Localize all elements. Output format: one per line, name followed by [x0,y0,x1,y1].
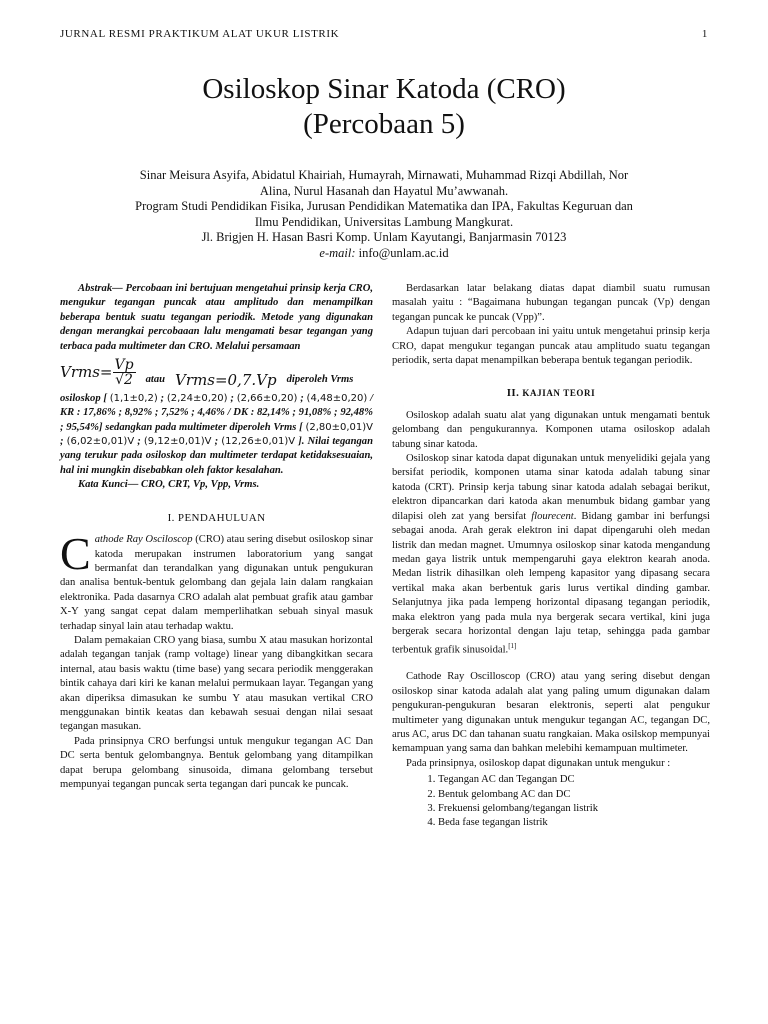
email-line [90,246,678,262]
formula-vrms-2: Vrms=0,7.Vp [175,371,277,390]
author-names-2: Alina, Nurul Hasanah dan Hayatul Mu’awwanah. [259,183,509,198]
list-item: 4. Beda fase tegangan listrik [438,816,710,830]
section-title: KAJIAN TEORI [522,388,596,399]
sep: ; [60,436,64,448]
theory-paragraph-1: Osiloskop adalah suatu alat yang digunakan untuk mengamati bentuk gelombang dan pengukurannya. Komponen utama osiloskop adalah tabung sinar katoda. [392,409,710,450]
intro-text: (CRO) atau sering disebut osiloskop sinar katoda merupakan instrumen laboratorium yang sangat bermanfat dan terandalkan yang digunakan untuk pengukuran dan analisa bentuk-bentuk gelombang dan gejala lain dalam rangkaian elektronika. Pada dasarnya CRO adalah alat pembuat grafik atau gambar X-Y yang sangat cepat dalam memperlihatkan sebuah sinyal masuk terhadap sinyal lain atau terhadap waktu. [60,534,373,632]
sep: ; [137,436,141,448]
sep: ; [230,392,234,404]
email-link[interactable]: info@unlam.ac.id [358,245,449,260]
sep: ; [160,392,165,404]
intro-paragraph-3: Pada prinsipnya CRO berfungsi untuk mengukur tegangan AC Dan DC serta bentuk gelombangnya. Bentuk gelombang yang ditampilkan dapat berupa gelombang sinusoida, dimana gelombang tersebut mempunyai tegangan puncak serta tegangan dari puncak ke puncak. [60,735,373,790]
osc-value-3: (2,66±0,20) [236,392,298,404]
abstract-text-2: / KR : 17,86% ; 8,92% ; 7,52% ; 4,46% / DK : 82,14% ; 91,08% ; 92,48% ; 95,54%] sedangkan pada multimeter diperoleh Vrms [ [60,392,374,433]
osc-value-4: (4,48±0,20) [306,392,368,404]
title-line-1: Osiloskop Sinar Katoda (CRO) [202,73,566,105]
formula-vrms-1 [60,358,136,388]
fraction-numerator: Vp [114,357,134,374]
address: Jl. Brigjen H. Hasan Basri Komp. Unlam Kayutangi, Banjarmasin 70123 [201,230,567,244]
affiliation-2: Ilmu Pendidikan, Universitas Lambung Mangkurat. [254,214,514,229]
intro-italic: athode Ray Osciloscop [94,534,193,546]
theory-italic: flourecent [531,510,574,522]
mm-value-3: (9,12±0,01)V [143,436,212,448]
list-item: 1. Tegangan AC dan Tegangan DC [438,773,710,787]
abstract [60,282,373,493]
mm-value-1: (2,80±0,01)V [305,421,373,433]
theory-paragraph-4: Pada prinsipnya, osiloskop dapat digunakan untuk mengukur : [406,757,671,769]
list-item: 3. Frekuensi gelombang/tegangan listrik [438,802,710,816]
osiloskop-label: osiloskop [ [60,392,107,404]
section-heading-kajian-teori [392,386,710,400]
intro-paragraph-1 [60,528,373,634]
formula-fraction [113,358,136,388]
atau-word: atau [145,374,166,386]
formula-lhs: Vrms= [60,362,113,381]
sep: ; [300,392,304,404]
paragraph-gap [392,658,710,670]
left-column [60,282,373,792]
fraction-denominator: √2 [115,372,133,389]
sep: ; [214,436,219,448]
theory-text-b: . Bidang gambar ini berfungsi sebagai anoda. Arah gerak elektron ini dapat dipengaruhi oleh medan listrik dan medan magnet. Umumnya osiloskop sinar katoda mengandung medan gaya listrik untuk mempengaruhi gaya elektron kearah anoda. Medan listrik dihasilkan oleh lempeng kapasitor yang dipasang secara vertikal maka akan berbentuk garis lurus vertikal dinding gambar. Selanjutnya jika pada lempeng horizontal dipasang tegangan periodik, maka elektron yang pada mula nya bergerak secara vertikal, kini juga bergerak secara horizontal dengan laju tetap, sehingga pada gambar terbentuk grafik sinusoidal. [392,510,710,656]
objectives: Adapun tujuan dari percobaan ini yaitu untuk mengetahui prinsip kerja CRO, dapat mengukur tegangan puncak atau amplitudo suatu tegangan periodik, serta dapat menampilkan beberapa bentuk tegangan periodik. [392,326,710,367]
abstract-text-3: Nilai tegangan yang terukur pada osiloskop dan multimeter terdapat ketidaksesuaian, hal ini mungkin disebabkan oleh faktor kesalahan. [60,436,373,476]
journal-name: JURNAL RESMI PRAKTIKUM ALAT UKUR LISTRIK [60,28,340,40]
running-header [60,28,708,40]
oscilloscope-values [60,392,373,478]
osc-value-1: (1,1±0,2) [109,392,158,404]
diperoleh-vrms: diperoleh Vrms [286,374,354,386]
osc-value-2: (2,24±0,20) [166,392,228,404]
reference-1[interactable]: [1] [508,642,517,651]
mm-value-2: (6,02±0,01)V [66,436,135,448]
keywords: Kata Kunci— CRO, CRT, Vp, Vpp, Vrms. [78,479,260,491]
problem-statement: Berdasarkan latar belakang diatas dapat diambil suatu rumusan masalah yaitu : “Bagaimana hubungan tegangan puncak (Vp) dengan tegangan puncak ke puncak (Vpp)”. [392,283,710,323]
author-block [90,168,678,261]
right-column [392,282,710,831]
section-heading-pendahuluan: I. PENDAHULUAN [167,511,266,524]
measurement-list [392,773,710,831]
page-number: 1 [701,28,708,40]
close-bracket: ]. [298,436,305,448]
abstract-text-1: Abstrak— Percobaan ini bertujuan mengetahui prinsip kerja CRO, mengukur tegangan puncak atau amplitudo dan menampilkan beberapa bentuk suatu tegangan periodik. Metode yang digunakan dengan merangkai percobaaan lalu mengamati besar tegangan yang terbaca pada multimeter dan CRO. Melalui persamaan [60,283,373,352]
drop-cap: C [60,528,91,580]
intro-paragraph-2: Dalam pemakaian CRO yang biasa, sumbu X atau masukan horizontal adalah tegangan tanjak (ramp voltage) linear yang dibangkitkan secara internal, atau basis waktu (time base) yang secara periodik menggerakan bintik cahaya dari kiri ke kanan melalui permukaan layar. Tegangan yang akan diperiksa dimasukan ke sumbu Y atau masukan vertikal CRO menggunakan bintik keatas dan kebawah sesuai dengan nilai sesaat tegangan masukan. [60,634,373,733]
list-item: 2. Bentuk gelombang AC dan DC [438,788,710,802]
mm-value-4: (12,26±0,01)V [221,436,296,448]
theory-paragraph-3: Cathode Ray Oscilloscop (CRO) atau yang sering disebut dengan osiloskop sinar katoda adalah alat yang paling umum digunakan dalam pengukuran-pengukuran besaran elektronis, seperti alat pengukur multimeter yang digunakan untuk mengukur tegangan AC, tegangan DC, arus AC, arus DC dan tahanan suatu rangkaian. Maka osilskop mempunyai kemampuan yang sama dan bahkan melebihi kemampuan multimeter. [392,671,710,755]
theory-text-a: Osiloskop sinar katoda dapat digunakan untuk menyelidiki gejala yang bersifat periodik, komponen utama sinar katoda adalah tabung sinar katoda (CRT). Prinsip kerja tabung sinar katoda adalah sebagai berikut, elektron dipancarkan dari katoda akan menumbuk bidang gambar yang dilapisi oleh zat yang bersifat [392,453,710,522]
theory-paragraph-2 [392,452,710,658]
author-names-1: Sinar Meisura Asyifa, Abidatul Khairiah, Humayrah, Mirnawati, Muhammad Rizqi Abdillah, Nor [139,168,629,182]
affiliation-1: Program Studi Pendidikan Fisika, Jurusan Pendidikan Matematika dan IPA, Fakultas Keguruan dan [135,199,633,213]
paper-title [60,72,708,142]
section-number: II. [506,387,520,400]
formula-row [60,358,373,388]
title-line-2: (Percobaan 5) [303,108,465,140]
email-label: e-mail: [319,245,356,260]
